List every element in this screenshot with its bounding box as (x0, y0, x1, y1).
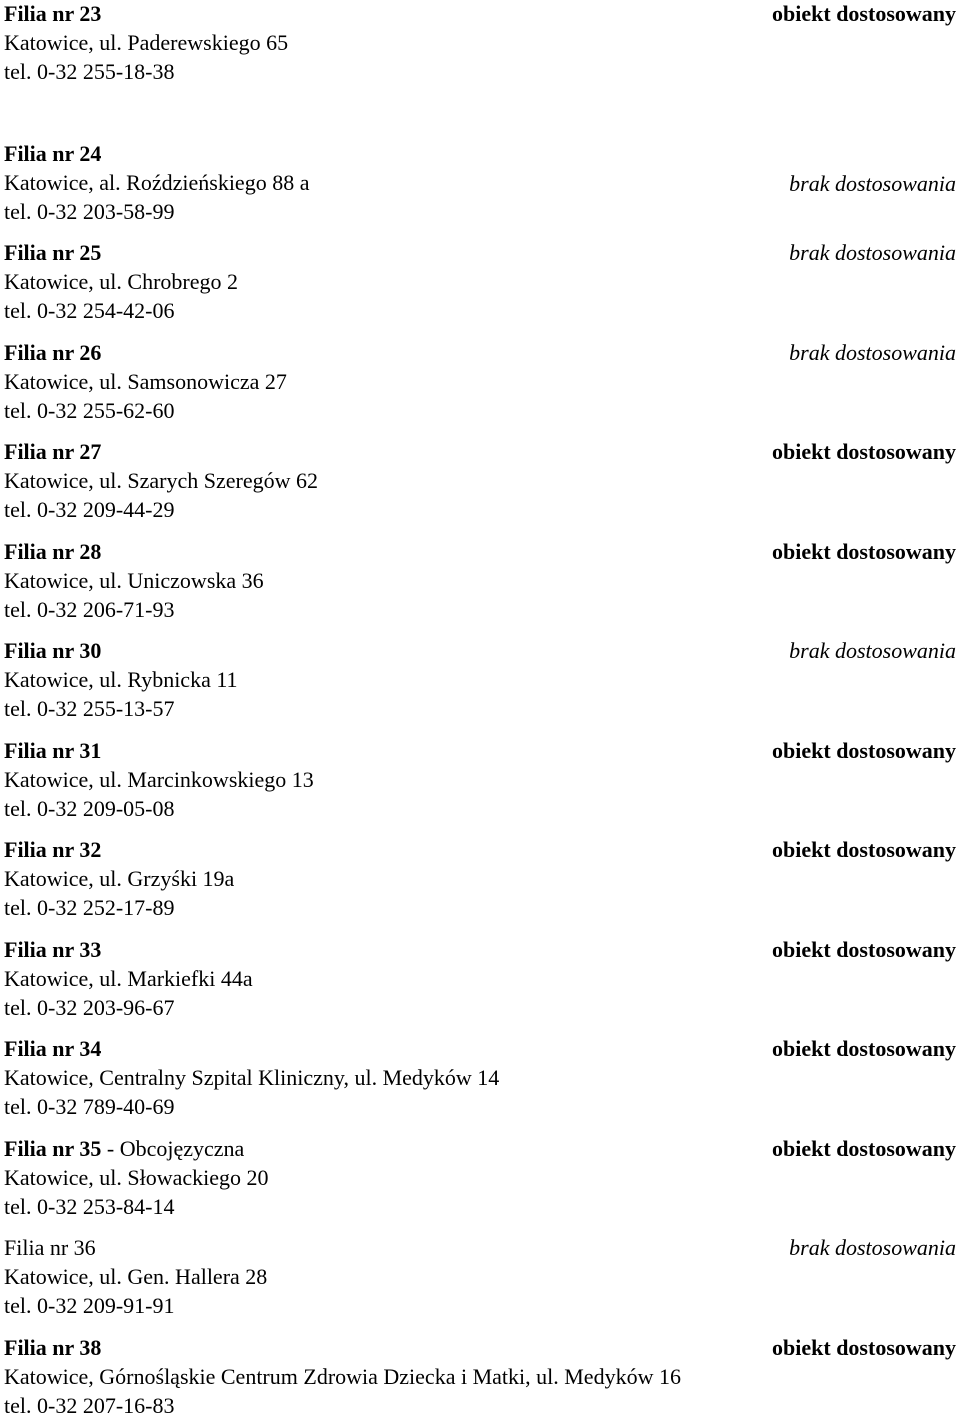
accessibility-status: obiekt dostosowany (772, 539, 956, 564)
branch-phone: tel. 0-32 255-18-38 (4, 59, 175, 84)
accessibility-status: brak dostosowania (789, 171, 956, 196)
branch-phone: tel. 0-32 209-91-91 (4, 1293, 175, 1318)
branch-name-label: Filia nr 26 (4, 340, 102, 365)
branch-name-label: Filia nr 28 (4, 539, 102, 564)
branch-address: Katowice, ul. Marcinkowskiego 13 (4, 767, 314, 792)
branch-phone: tel. 0-32 206-71-93 (4, 597, 175, 622)
branch-name (4, 538, 101, 566)
branch-name (4, 1035, 101, 1063)
branch-phone: tel. 0-32 253-84-14 (4, 1194, 175, 1219)
branch-address: Katowice, ul. Samsonowicza 27 (4, 369, 287, 394)
branch-address: Katowice, ul. Uniczowska 36 (4, 568, 264, 593)
branch-address: Katowice, ul. Szarych Szeregów 62 (4, 468, 319, 493)
branch-address: Katowice, Centralny Szpital Kliniczny, ul. Medyków 14 (4, 1065, 500, 1090)
branch-phone: tel. 0-32 255-13-57 (4, 696, 175, 721)
accessibility-status: obiekt dostosowany (772, 937, 956, 962)
accessibility-status: obiekt dostosowany (772, 837, 956, 862)
branch-phone: tel. 0-32 254-42-06 (4, 298, 175, 323)
branch-phone: tel. 0-32 789-40-69 (4, 1094, 175, 1119)
branch-name (4, 1334, 101, 1362)
branch-address: Katowice, Górnośląskie Centrum Zdrowia Dziecka i Matki, ul. Medyków 16 (4, 1364, 681, 1389)
branch-name-label: Filia nr 35 (4, 1136, 102, 1161)
accessibility-status: brak dostosowania (789, 340, 956, 365)
branch-name (4, 140, 101, 168)
branch-name-label: Filia nr 31 (4, 738, 102, 763)
branch-name (4, 438, 101, 466)
branch-phone: tel. 0-32 209-05-08 (4, 796, 175, 821)
branch-name-label: Filia nr 25 (4, 240, 102, 265)
branch-phone: tel. 0-32 252-17-89 (4, 895, 175, 920)
branch-name-label: Filia nr 24 (4, 141, 102, 166)
branch-phone: tel. 0-32 209-44-29 (4, 497, 175, 522)
branch-address: Katowice, ul. Gen. Hallera 28 (4, 1264, 268, 1289)
accessibility-status: obiekt dostosowany (772, 1036, 956, 1061)
branch-name-label: Filia nr 23 (4, 1, 102, 26)
branch-address: Katowice, ul. Chrobrego 2 (4, 269, 238, 294)
branch-address: Katowice, ul. Markiefki 44a (4, 966, 253, 991)
branch-address: Katowice, ul. Rybnicka 11 (4, 667, 238, 692)
branch-name (4, 0, 101, 28)
branch-name (4, 1234, 96, 1262)
branch-phone: tel. 0-32 207-16-83 (4, 1393, 175, 1418)
branch-name-label: Filia nr 32 (4, 837, 102, 862)
branch-name (4, 737, 101, 765)
branch-name-label: Filia nr 30 (4, 638, 102, 663)
branch-name-label: Filia nr 27 (4, 439, 102, 464)
branch-name-label: Filia nr 34 (4, 1036, 102, 1061)
branch-name-suffix: - Obcojęzyczna (101, 1136, 245, 1161)
accessibility-status: brak dostosowania (789, 638, 956, 663)
branch-phone: tel. 0-32 203-58-99 (4, 199, 175, 224)
branch-address: Katowice, ul. Słowackiego 20 (4, 1165, 269, 1190)
accessibility-status: obiekt dostosowany (772, 738, 956, 763)
branch-address: Katowice, al. Roździeńskiego 88 a (4, 170, 310, 195)
branch-name (4, 339, 101, 367)
branch-name-label: Filia nr 33 (4, 937, 102, 962)
accessibility-status: brak dostosowania (789, 1235, 956, 1260)
branch-address: Katowice, ul. Paderewskiego 65 (4, 30, 289, 55)
branch-name (4, 936, 101, 964)
accessibility-status: obiekt dostosowany (772, 1335, 956, 1360)
accessibility-status: obiekt dostosowany (772, 1136, 956, 1161)
branch-name (4, 1135, 244, 1163)
branch-name (4, 637, 101, 665)
branch-name-label: Filia nr 36 (4, 1235, 96, 1260)
branch-phone: tel. 0-32 255-62-60 (4, 398, 175, 423)
branch-name (4, 239, 101, 267)
accessibility-status: obiekt dostosowany (772, 439, 956, 464)
branch-phone: tel. 0-32 203-96-67 (4, 995, 175, 1020)
branch-address: Katowice, ul. Grzyśki 19a (4, 866, 235, 891)
branch-name (4, 836, 101, 864)
accessibility-status: brak dostosowania (789, 240, 956, 265)
branch-name-label: Filia nr 38 (4, 1335, 102, 1360)
accessibility-status: obiekt dostosowany (772, 1, 956, 26)
